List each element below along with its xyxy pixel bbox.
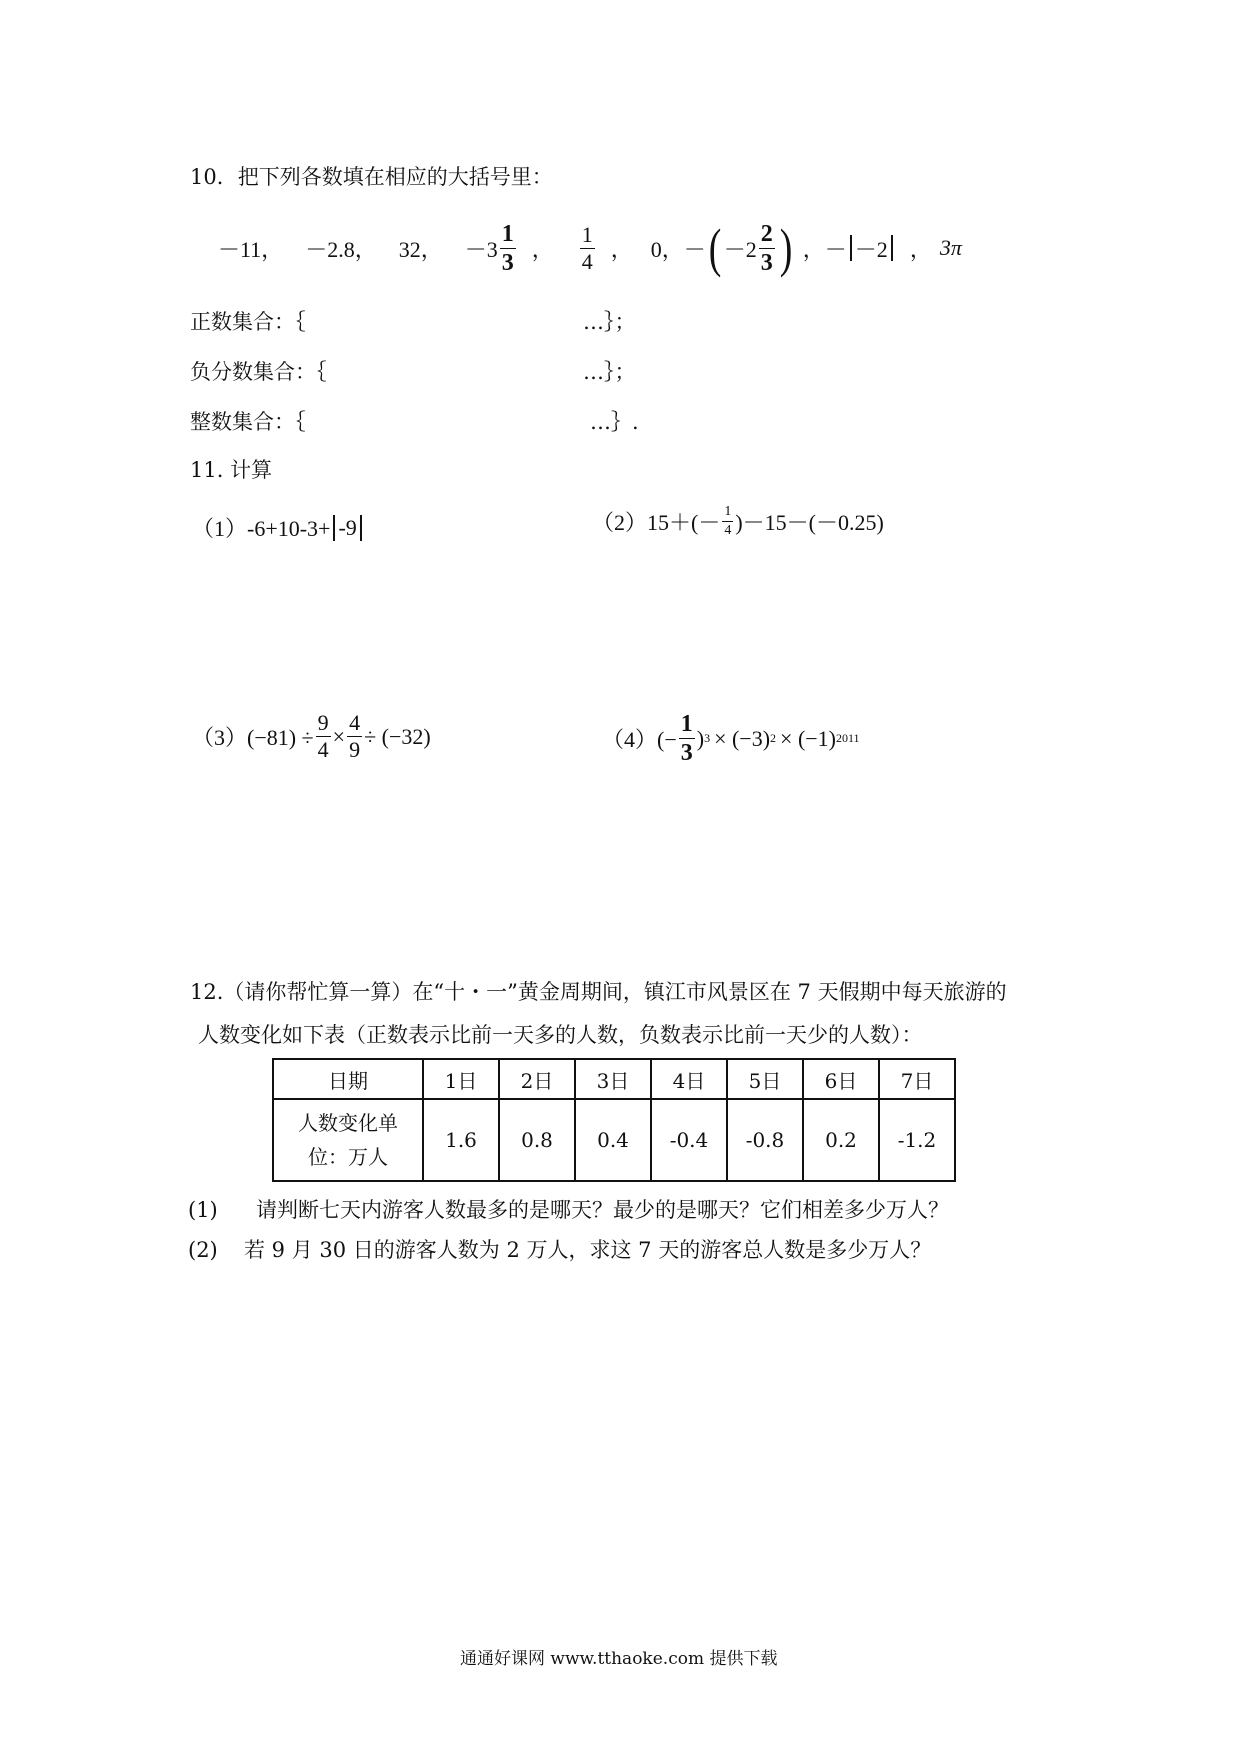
integer-set-end: …｝. (590, 410, 639, 434)
number-8-sign: － (824, 236, 847, 262)
number-1: －11， (218, 236, 284, 262)
table-header-cell: 日期 (273, 1059, 423, 1099)
number-8-inner: －2 (854, 236, 888, 262)
abs-bar-left (333, 515, 335, 541)
q12-sub2-number: (2) (188, 1238, 218, 1262)
fraction-4-9: $\frac{4}{9}$ (349, 710, 361, 762)
page-footer: 通通好课网 www.tthaoke.com 提供下载 (460, 1649, 778, 1669)
tourist-change-table (272, 1058, 956, 1182)
q11-title: 11. 计算 (190, 458, 273, 482)
separator: ， (531, 236, 554, 262)
number-6: 0，－ (650, 236, 706, 262)
table-cell: -1.2 (879, 1099, 955, 1181)
integer-set-label: 整数集合：｛ (190, 410, 306, 434)
table-header-cell: 4日 (651, 1059, 727, 1099)
table-cell: 0.8 (499, 1099, 575, 1181)
table-header-cell: 5日 (727, 1059, 803, 1099)
q12-sub1: 请判断七天内游客人数最多的是哪天？最少的是哪天？它们相差多少万人？ (256, 1198, 949, 1222)
abs-bar-right (891, 235, 893, 261)
number-4-whole: －3 (464, 236, 498, 262)
fraction-quarter: $\frac{1}{4}$ (724, 504, 732, 538)
left-paren: ( (708, 218, 722, 278)
q12-sub2: 若 9 月 30 日的游客人数为 2 万人，求这 7 天的游客总人数是多少万人？ (244, 1238, 932, 1262)
number-7-whole: －2 (723, 236, 757, 262)
table-header-cell: 2日 (499, 1059, 575, 1099)
separator: ， (610, 236, 633, 262)
q10-title: 10．把下列各数填在相应的大括号里： (190, 165, 553, 189)
number-9: 3π (939, 235, 962, 260)
q10-number-list (218, 218, 962, 278)
table-header-cell: 1日 (423, 1059, 499, 1099)
negative-fraction-set-end: …｝； (583, 360, 636, 384)
table-cell: -0.8 (727, 1099, 803, 1181)
table-cell: 0.4 (575, 1099, 651, 1181)
number-4-fraction: $\frac{1}{3}$ (501, 220, 514, 276)
table-cell: 1.6 (423, 1099, 499, 1181)
number-7-fraction: $\frac{2}{3}$ (760, 220, 773, 276)
fraction-9-4: $\frac{9}{4}$ (317, 710, 329, 762)
q11-part2: （2）15＋(－ $\frac{1}{4}$ )－15－(－0.25) (592, 504, 884, 538)
fraction-1-3: $\frac{1}{3}$ (680, 711, 693, 766)
q11-part1: （1）-6+10-3+ -9 (192, 512, 365, 543)
table-row (273, 1099, 955, 1181)
number-2: －2.8， (305, 236, 377, 262)
q12-sub1-number: (1) (188, 1198, 218, 1222)
separator: ， (909, 236, 932, 262)
number-3: 32， (398, 236, 443, 262)
separator: ， (802, 236, 825, 262)
number-5-fraction: $\frac{1}{4}$ (581, 221, 593, 274)
row-label-cell: 人数变化单 位：万人 (273, 1099, 423, 1181)
table-header-cell: 7日 (879, 1059, 955, 1099)
table-header-cell: 3日 (575, 1059, 651, 1099)
table-cell: 0.2 (803, 1099, 879, 1181)
table-cell: -0.4 (651, 1099, 727, 1181)
positive-set-end: …｝； (583, 310, 636, 334)
q12-line2: 人数变化如下表（正数表示比前一天多的人数，负数表示比前一天少的人数）： (198, 1023, 923, 1047)
q12-line1: 12.（请你帮忙算一算）在“十・一”黄金周期间，镇江市风景区在 7 天假期中每天旅游的 (190, 980, 1007, 1004)
positive-set-label: 正数集合：｛ (190, 310, 306, 334)
abs-bar-left (850, 235, 852, 261)
q11-part4: （4）(− $\frac{1}{3}$ ) 3 × (−3) 2 × (−1) 2011 (602, 711, 860, 766)
table-header-row (273, 1059, 955, 1099)
abs-bar-right (360, 515, 362, 541)
right-paren: ) (779, 218, 793, 278)
table-header-cell: 6日 (803, 1059, 879, 1099)
negative-fraction-set-label: 负分数集合：｛ (190, 360, 327, 384)
q11-part3: （3）(−81) ÷ $\frac{9}{4}$ × $\frac{4}{9}$ ÷ (−32) (192, 710, 431, 762)
